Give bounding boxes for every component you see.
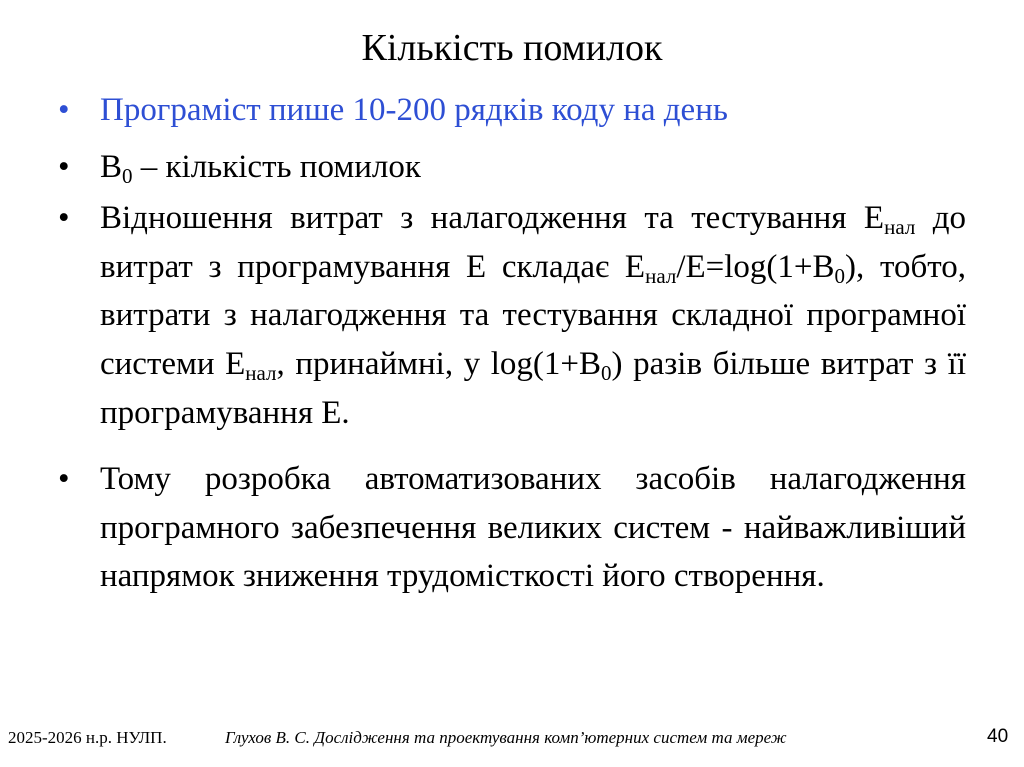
bullet-dot: • — [58, 461, 70, 498]
symbol-b: B — [100, 148, 123, 185]
bullet-text-3 — [100, 200, 966, 430]
bullet-list — [58, 86, 966, 601]
bullet-dot: • — [58, 92, 70, 128]
subscript: 0 — [601, 360, 612, 385]
bullet-item-3 — [58, 194, 966, 437]
slide-title: Кількість помилок — [361, 27, 663, 69]
bullet-text-1: Програміст пише 10-200 рядків коду на день — [100, 92, 728, 128]
text-run: ) разів більше витрат з її програмування E. — [100, 345, 966, 431]
page-number: 40 — [987, 726, 1009, 747]
text-run: /E=log(1+B — [676, 248, 835, 285]
footer-course-title: Глухов В. С. Дослідження та проектування комп’ютерних систем та мереж — [225, 728, 787, 747]
subscript: нал — [645, 263, 677, 288]
bullet-text-4: Тому розробка автоматизованих засобів налагодження програмного забезпечення великих систем - найважливіший напрямок зниження трудомісткості його створення. — [100, 461, 966, 595]
text-run: до витрат з програмування E складає E — [100, 200, 966, 285]
bullet-item-4 — [58, 455, 966, 601]
bullet-text-2-rest: – кількість помилок — [132, 148, 421, 185]
footer-semester: 2025-2026 н.р. НУЛП. — [8, 728, 167, 747]
bullet-dot: • — [58, 200, 70, 237]
bullet-item-1 — [58, 86, 966, 135]
bullet-text-2 — [100, 148, 421, 188]
text-run: Відношення витрат з налагодження та тестування E — [100, 200, 885, 237]
bullet-dot: • — [58, 148, 70, 185]
text-run: , принаймні, у log(1+B — [276, 345, 602, 382]
text-run: ), тобто, витрати з налагодження та тестування складної програмної системи E — [100, 248, 966, 382]
subscript: 0 — [834, 263, 846, 288]
subscript: 0 — [122, 163, 133, 188]
bullet-item-2 — [58, 143, 966, 192]
subscript: нал — [245, 360, 277, 385]
subscript: нал — [884, 215, 916, 240]
